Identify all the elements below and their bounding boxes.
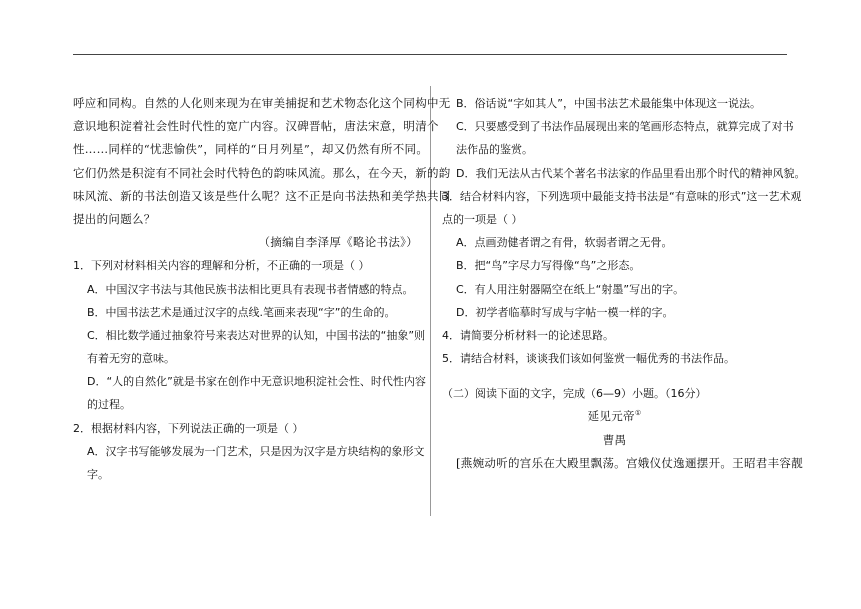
header-rule	[73, 54, 787, 55]
passage-source: （摘编自李泽厚《略论书法》）	[258, 235, 418, 250]
column-divider	[430, 86, 431, 516]
question-3-option-b: B．把“鸟”字尽力写得像“鸟”之形态。	[456, 259, 641, 273]
passage-line-1: 呼应和同构。自然的人化则来现为在审美捕捉和艺术物态化这个同构中无	[73, 96, 451, 110]
question-5: 5．请结合材料，谈谈我们该如何鉴赏一幅优秀的书法作品。	[442, 352, 735, 366]
section-2-heading: （二）阅读下面的文字，完成（6—9）小题。（16分）	[442, 387, 707, 401]
question-3-option-d: D．初学者临摹时写成与字帖一模一样的字。	[456, 305, 674, 319]
question-2-option-c: C．只要感受到了书法作品展现出来的笔画形态特点，就算完成了对书	[456, 120, 794, 134]
play-title	[442, 405, 787, 428]
question-2-option-d: D．我们无法从古代某个著名书法家的作品里看出那个时代的精神风貌。	[456, 166, 806, 180]
question-2-stem: 2．根据材料内容，下列说法正确的一项是（ ）	[73, 421, 304, 435]
question-1-option-d-cont: 的过程。	[87, 398, 131, 412]
passage-line-5: 味风流、新的书法创造又该是些什么呢？这不正是向书法热和美学热共同	[73, 188, 451, 203]
play-author: 曹禺	[602, 432, 627, 447]
play-title-text: 延见元帝	[587, 409, 635, 424]
passage-line-2: 意识地积淀着社会性时代性的宽广内容。汉碑晋帖，唐法宋意，明清个	[73, 119, 439, 134]
question-1-option-c: C．相比数学通过抽象符号来表达对世界的认知，中国书法的“抽象”则	[87, 328, 426, 342]
question-3-stem-cont: 点的一项是（ ）	[442, 212, 523, 226]
question-3-option-c: C．有人用注射器隔空在纸上“射墨”写出的字。	[456, 282, 685, 296]
question-2-option-a: A．汉字书写能够发展为一门艺术，只是因为汉字是方块结构的象形文	[87, 444, 425, 458]
play-first-line: [燕婉动听的宫乐在大殿里飘荡。宫娥仪仗逸逦摆开。王昭君丰容靓	[456, 455, 803, 470]
question-1-option-b: B．中国书法艺术是通过汉字的点线.笔画来表现“字”的生命的。	[87, 305, 396, 319]
passage-line-3: 性……同样的“忧悲愉佚”，同样的“日月列星”，却又仍然有所不同。	[73, 142, 429, 157]
question-3-stem: 3．结合材料内容，下列选项中最能支持书法是“有意味的形式”这一艺术观	[442, 189, 802, 203]
question-4: 4．请简要分析材料一的论述思路。	[442, 328, 614, 342]
left-column	[73, 92, 451, 486]
question-1-option-a: A．中国汉字书法与其他民族书法相比更具有表现书者情感的特点。	[87, 282, 414, 296]
passage-line-6: 提出的问题么？	[73, 211, 156, 226]
question-2-option-b: B．俗话说“字如其人”，中国书法艺术最能集中体现这一说法。	[456, 97, 761, 110]
question-2-option-c-cont: 法作品的鉴赏。	[456, 143, 533, 157]
question-1-option-c-cont: 有着无穷的意味。	[87, 352, 175, 366]
question-1-option-d: D．“人的自然化”就是书家在创作中无意识地积淀社会性、时代性内容	[87, 375, 426, 389]
passage-line-4: 它们仍然是积淀有不同社会时代特色的韵味风流。那么，在今天，新的韵	[73, 165, 451, 180]
question-1-stem: 1．下列对材料相关内容的理解和分析，不正确的一项是（ ）	[73, 259, 370, 273]
play-title-footnote-mark: ①	[634, 409, 642, 418]
question-2-option-a-cont: 字。	[87, 468, 109, 481]
right-column	[442, 92, 806, 475]
question-3-option-a: A．点画劲健者谓之有骨，软弱者谓之无骨。	[456, 236, 673, 250]
